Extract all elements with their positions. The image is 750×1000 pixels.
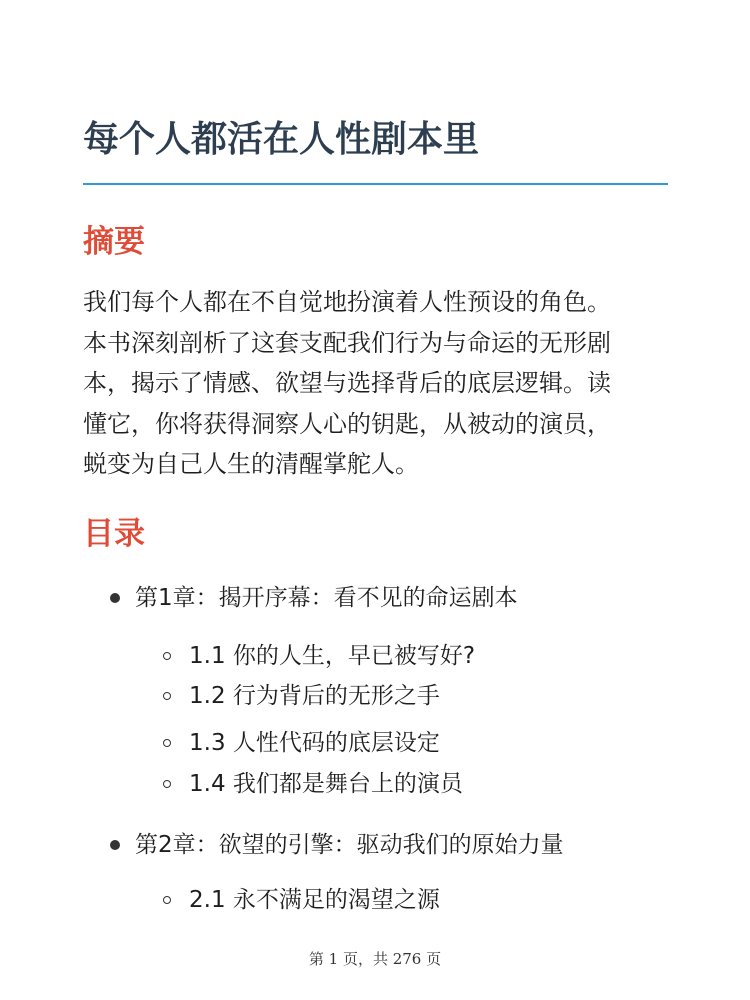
bullet-circle-icon [163,692,171,700]
toc-section-1-4: 1.4 我们都是舞台上的演员 [189,771,463,797]
toc-heading: 目录 [83,516,145,552]
page-footer: 第 1 页，共 276 页 [308,950,442,968]
bullet-disc-icon [110,840,120,850]
toc-section-2-1: 2.1 永不满足的渴望之源 [189,887,440,913]
bullet-circle-icon [163,739,171,747]
toc-section-1-2: 1.2 行为背后的无形之手 [189,683,440,709]
abstract-line: 本书深刻剖析了这套支配我们行为与命运的无形剧 [83,328,611,357]
bullet-disc-icon [110,593,120,603]
title-divider [83,183,668,185]
toc-chapter-1: 第1章：揭开序幕：看不见的命运剧本 [135,585,518,611]
page-title: 每个人都活在人性剧本里 [83,119,480,160]
toc-chapter-2: 第2章：欲望的引擎：驱动我们的原始力量 [135,832,564,858]
bullet-circle-icon [163,652,171,660]
bullet-circle-icon [163,896,171,904]
abstract-paragraph [83,282,673,485]
abstract-heading: 摘要 [83,224,145,260]
abstract-line: 蜕变为自己人生的清醒掌舵人。 [83,450,419,478]
abstract-line: 本，揭示了情感、欲望与选择背后的底层逻辑。读 [83,369,611,397]
abstract-line: 我们每个人都在不自觉地扮演着人性预设的角色。 [83,288,611,316]
toc-section-1-1: 1.1 你的人生，早已被写好? [189,643,476,669]
abstract-line: 懂它，你将获得洞察人心的钥匙，从被动的演员， [83,409,611,438]
toc-section-1-3: 1.3 人性代码的底层设定 [189,730,440,756]
bullet-circle-icon [163,780,171,788]
